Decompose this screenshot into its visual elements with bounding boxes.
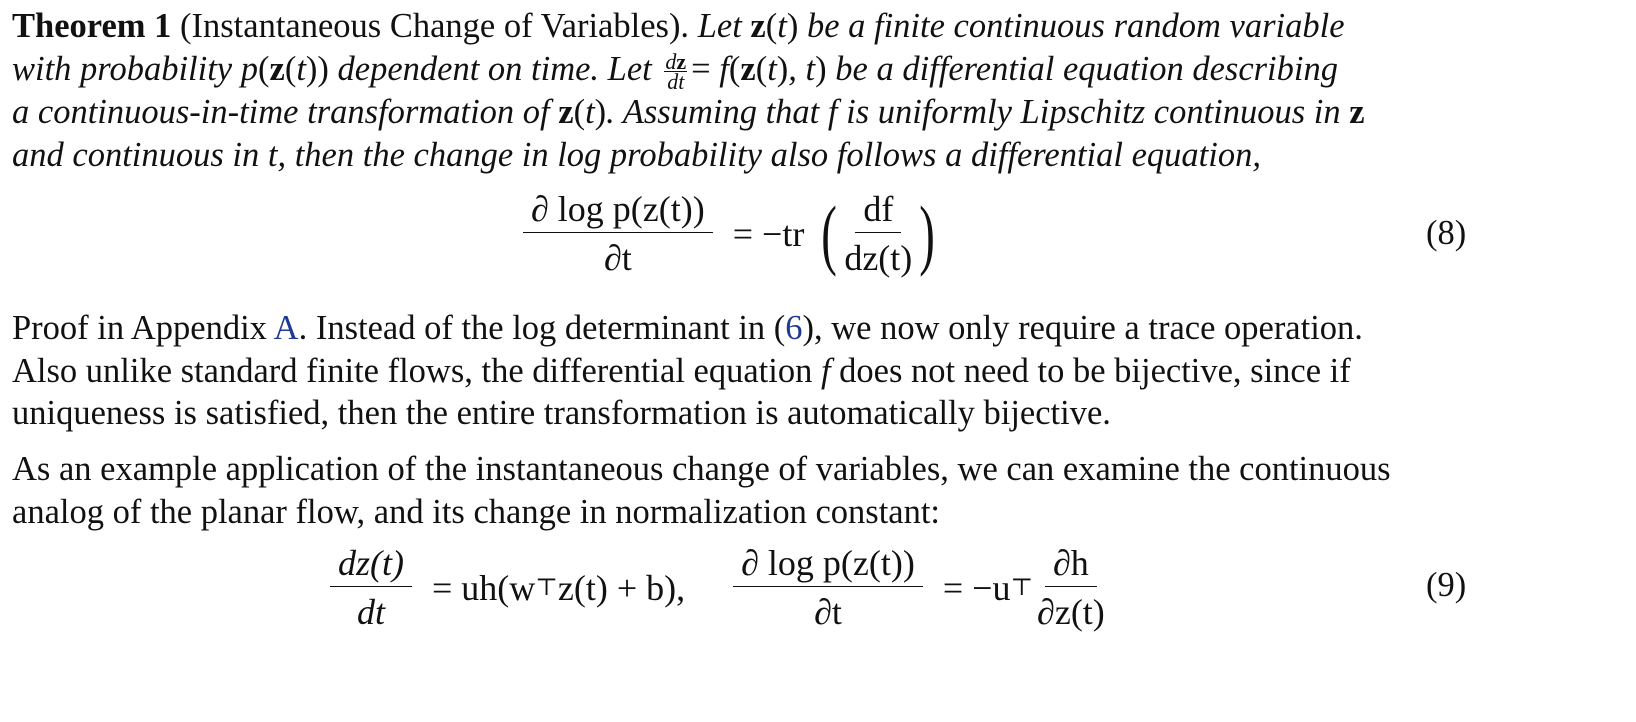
eq8-lhs-fraction [523,188,713,279]
eq8-lhs-numerator: ∂ log p(z(t)) [523,188,713,233]
eq9-left-rhs: = uh(w [432,567,536,608]
equation-number-9: (9) [1426,566,1467,604]
theorem-text: , then the change in log probability also follows a differential equation, [277,135,1261,174]
eq9-right-denominator: ∂t [814,592,842,632]
theorem-heading [12,7,689,45]
para-text: . Instead of the log determinant in ( [298,309,786,347]
theorem-text: . Assuming that [606,93,820,132]
para-text: As an example application of the instantaneous change of variables, we can examine the continuous [12,450,1391,488]
eq9-left-denominator: dt [356,592,385,632]
appendix-link[interactable]: A [273,309,299,347]
eq9-left-numerator: dz(t) [330,542,412,587]
equation-number-8: (8) [1426,214,1467,252]
theorem-1: Theorem 1 (Instantaneous Change of Variables). Let z(t) be a finite continuous random variable with probability p(z(t)) dependent on time. Let $\frac{dz}{dt}$ = f(z(t), t) be a differential equation describing a continuous-in-time transformation of z(t). Assuming that f is uniformly Lipschitz continuous in z and continuous in t, then the change in log probability also follows a differential equation, [12,7,1365,174]
eq8-rhs-denominator: dz(t) [844,238,913,278]
eq9-right-numerator: ∂ log p(z(t)) [733,542,923,587]
equation-8 [0,184,1636,284]
eq9-right-rhs-denominator: ∂z(t) [1037,592,1105,632]
eq9-right-rhs-fraction [1037,542,1105,633]
transpose-symbol: ⊤ [535,575,558,601]
proof-paragraph: Proof in Appendix A. Instead of the log determinant in (6), we now only require a trace operation. Also unlike standard finite flows, the differential equation f does not need to be bijective, since if uniqueness is satisfied, then the entire transformation is automatically bijective. [12,309,1363,432]
eq9-right-rhs: = −u [942,567,1011,608]
eq8-lhs-denominator: ∂t [603,238,632,278]
eq9-left-rhs-tail: z(t) + b), [557,567,686,608]
theorem-text: a continuous-in-time transformation of [12,93,550,132]
left-paren: ( [821,189,838,277]
inline-fraction-dz-dt: $\frac{dz}{dt}$ [665,49,687,95]
equation-9 [0,538,1636,638]
theorem-name: (Instantaneous Change of Variables). [180,7,690,45]
theorem-text: and continuous in [12,135,260,174]
equation-6-link[interactable]: 6 [785,309,803,347]
theorem-label: Theorem 1 [12,7,172,45]
para-text: analog of the planar flow, and its change in normalization constant: [12,492,941,531]
para-text: ), we now only require a trace operation. [802,309,1363,347]
theorem-text: Let [697,7,742,45]
para-text: Also unlike standard finite flows, the differential equation [12,351,813,390]
theorem-text: be a finite continuous random variable [806,7,1345,45]
example-paragraph [12,448,1572,533]
theorem-text: with probability [12,49,233,88]
eq9-right-rhs-numerator: ∂h [1045,542,1097,587]
para-text: uniqueness is satisfied, then the entire transformation is automatically bijective. [12,394,1111,432]
theorem-text: is uniformly Lipschitz continuous in [846,93,1341,132]
eq8-trace-operator: = −tr [732,213,805,254]
eq9-left-fraction [330,542,412,633]
eq9-right-fraction [733,542,923,633]
theorem-text: be a differential equation describing [835,49,1338,88]
eq8-rhs-fraction [844,188,912,279]
para-text: does not need to be bijective, since if [839,351,1351,390]
eq8-rhs-numerator: df [855,188,901,233]
para-text: Proof in Appendix [12,309,267,347]
transpose-symbol: ⊤ [1010,575,1034,601]
theorem-text: dependent on time. Let [337,49,652,88]
right-paren: ) [919,189,936,277]
